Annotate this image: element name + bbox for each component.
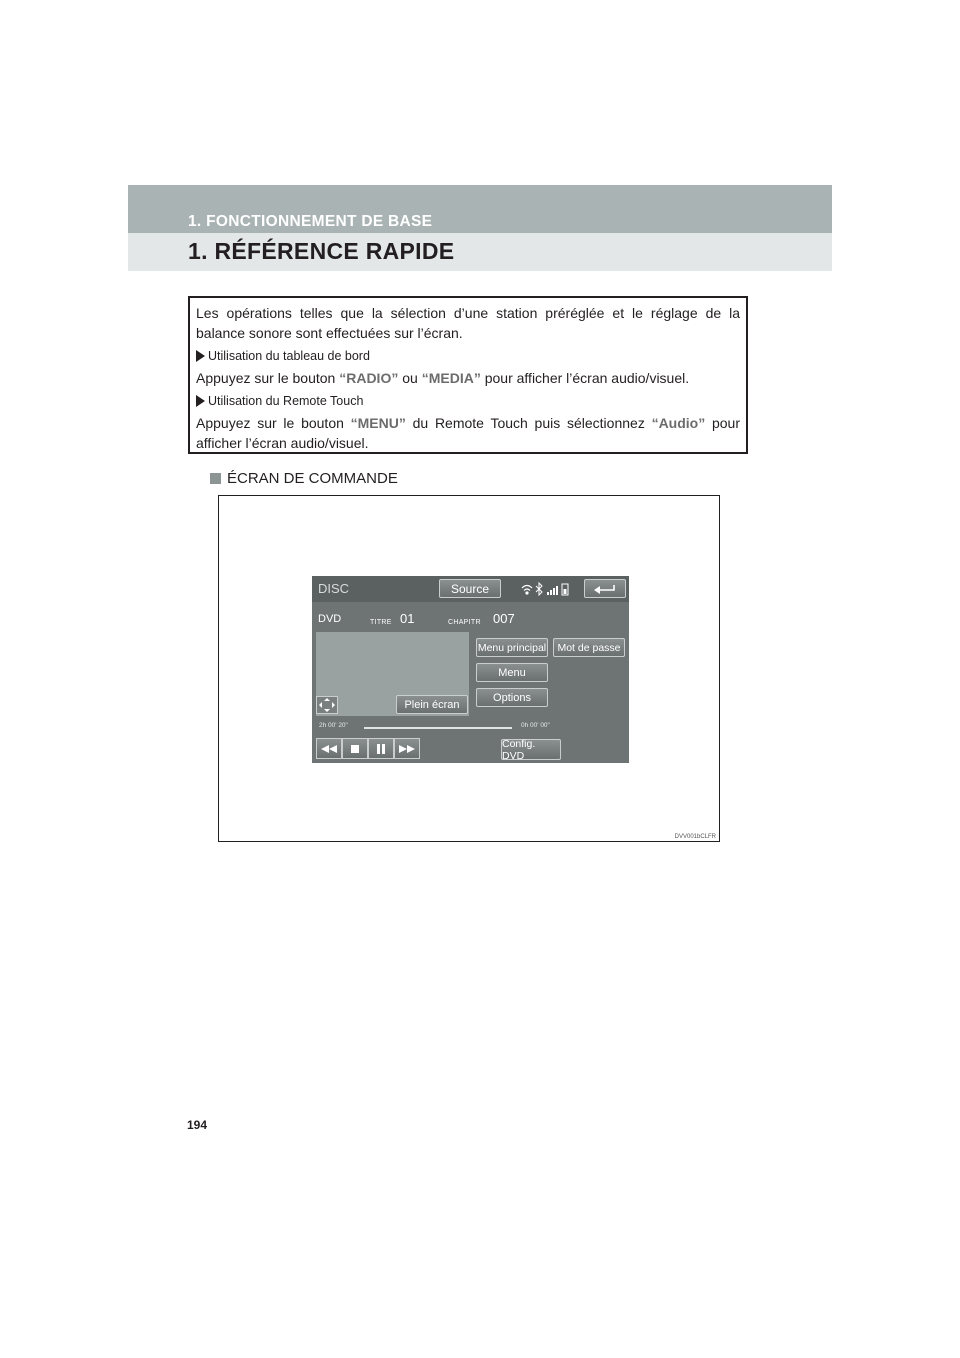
battery-icon: [562, 584, 568, 595]
figure-frame: [218, 495, 720, 842]
keyword-radio: “RADIO”: [339, 370, 399, 386]
instruction-remote: [196, 413, 740, 433]
back-arrow-icon: [592, 583, 618, 595]
instruction-dashboard: [196, 368, 740, 388]
disc-label: DISC: [318, 581, 350, 596]
menu-principal-button[interactable]: Menu principal: [476, 638, 548, 657]
pause-button[interactable]: [368, 738, 394, 759]
pause-icon: [377, 744, 385, 754]
instruction-remote-end: afficher l’écran audio/visuel.: [196, 435, 369, 451]
mot-de-passe-button[interactable]: Mot de passe: [553, 638, 625, 657]
stop-icon: [351, 745, 359, 753]
square-bullet-icon: [210, 473, 221, 484]
text: Appuyez sur le bouton: [196, 415, 351, 431]
subheading-remote: [196, 391, 740, 411]
subheading-text: Utilisation du tableau de bord: [208, 349, 370, 363]
dvd-screen: [312, 576, 629, 763]
text: du Remote Touch puis sélectionnez: [405, 415, 652, 431]
titre-value: 01: [400, 611, 415, 626]
intro-line: Les opérations telles que la sélection d’une station préréglée et le réglage de la: [196, 305, 740, 321]
triangle-bullet-icon: [196, 395, 205, 407]
fast-forward-button[interactable]: [394, 738, 420, 759]
info-box: [188, 296, 748, 454]
config-dvd-button[interactable]: Config. DVD: [501, 739, 561, 760]
plein-ecran-button[interactable]: Plein écran: [396, 695, 468, 714]
page-title: 1. RÉFÉRENCE RAPIDE: [188, 238, 455, 264]
heading-text: ÉCRAN DE COMMANDE: [227, 470, 398, 487]
time-elapsed: 2h 00' 20": [319, 722, 348, 729]
text: Appuyez sur le bouton: [196, 370, 340, 386]
text: pour afficher l’écran audio/visuel.: [480, 370, 690, 386]
progress-slider[interactable]: [364, 727, 512, 729]
dvd-label: DVD: [318, 613, 342, 625]
rewind-icon: [321, 745, 337, 753]
time-total: 0h 00' 00": [521, 722, 550, 729]
keyword-audio: “Audio”: [651, 415, 706, 431]
chapitre-label-text: CHAPITR: [448, 619, 481, 626]
intro-line-2: balance sonore sont effectuées sur l’écran.: [196, 325, 463, 341]
section-label: 1. FONCTIONNEMENT DE BASE: [188, 213, 433, 230]
chapitre-label: [448, 615, 481, 627]
triangle-bullet-icon: [196, 350, 205, 362]
rewind-button[interactable]: [316, 738, 342, 759]
status-icons: [520, 582, 578, 596]
stop-button[interactable]: [342, 738, 368, 759]
wifi-icon: [522, 586, 532, 595]
move-arrows-icon[interactable]: [316, 696, 338, 714]
move-arrows-icon: [317, 697, 337, 713]
page-number: 194: [187, 1118, 208, 1132]
source-button[interactable]: Source: [439, 579, 501, 598]
keyword-menu: “MENU”: [350, 415, 406, 431]
subheading-text: Utilisation du Remote Touch: [208, 394, 364, 408]
back-arrow-icon[interactable]: [584, 579, 626, 598]
menu-button[interactable]: Menu: [476, 663, 548, 682]
command-screen-heading: [210, 470, 398, 487]
playback-controls: [316, 738, 420, 759]
chapitre-value: 007: [493, 611, 515, 626]
bluetooth-icon: [536, 583, 542, 595]
text: pour: [705, 415, 740, 431]
keyword-media: “MEDIA”: [421, 370, 481, 386]
subheading-dashboard: [196, 346, 740, 366]
signal-bars-icon: [547, 586, 558, 595]
figure-code: DVV001bCLFR: [674, 834, 716, 840]
fast-forward-icon: [399, 745, 415, 753]
options-button[interactable]: Options: [476, 688, 548, 707]
text: ou: [398, 370, 422, 386]
titre-label: [370, 615, 392, 627]
titre-label-text: TITRE: [370, 619, 392, 626]
